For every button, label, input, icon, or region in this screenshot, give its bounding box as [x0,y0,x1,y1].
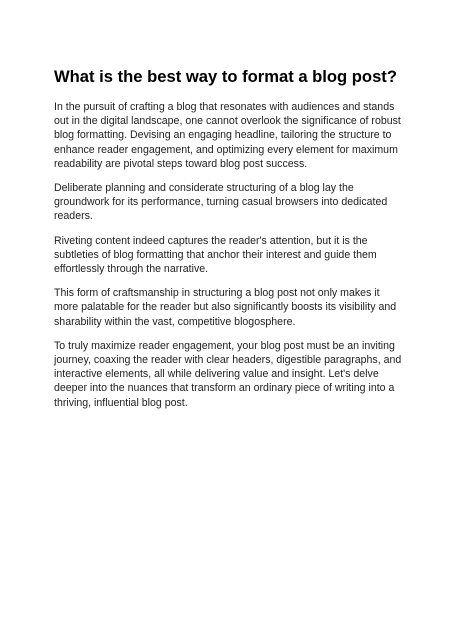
page-title: What is the best way to format a blog post? [54,67,397,86]
paragraph-2: Deliberate planning and considerate structuring of a blog lay the groundwork for its performance, turning casual browsers into dedicated readers. [54,182,388,223]
paragraph-4: This form of craftsmanship in structuring a blog post not only makes it more palatable for the reader but also significantly boosts its visibility and sharability within the vast, competitive blogosphere. [54,287,397,328]
paragraph-3: Riveting content indeed captures the reader's attention, but it is the subtleties of blog formatting that anchor their interest and guide them effortlessly through the narrative. [54,234,377,276]
paragraph-5: To truly maximize reader engagement, your blog post must be an inviting journey, coaxing the reader with clear headers, digestible paragraphs, and interactive elements, all while delivering value and insight. Let's delve deeper into the nuances that transform an ordinary piece of writing into a thriving, influential blog post. [54,339,402,409]
paragraph-1: In the pursuit of crafting a blog that resonates with audiences and stands out in the digital landscape, one cannot overlook the significance of robust blog formatting. Devising an engaging headline, tailoring the structure to enhance reader engagement, and optimizing every element for maximum readability are pivotal steps toward blog post success. [54,101,401,170]
document-body [54,66,406,410]
